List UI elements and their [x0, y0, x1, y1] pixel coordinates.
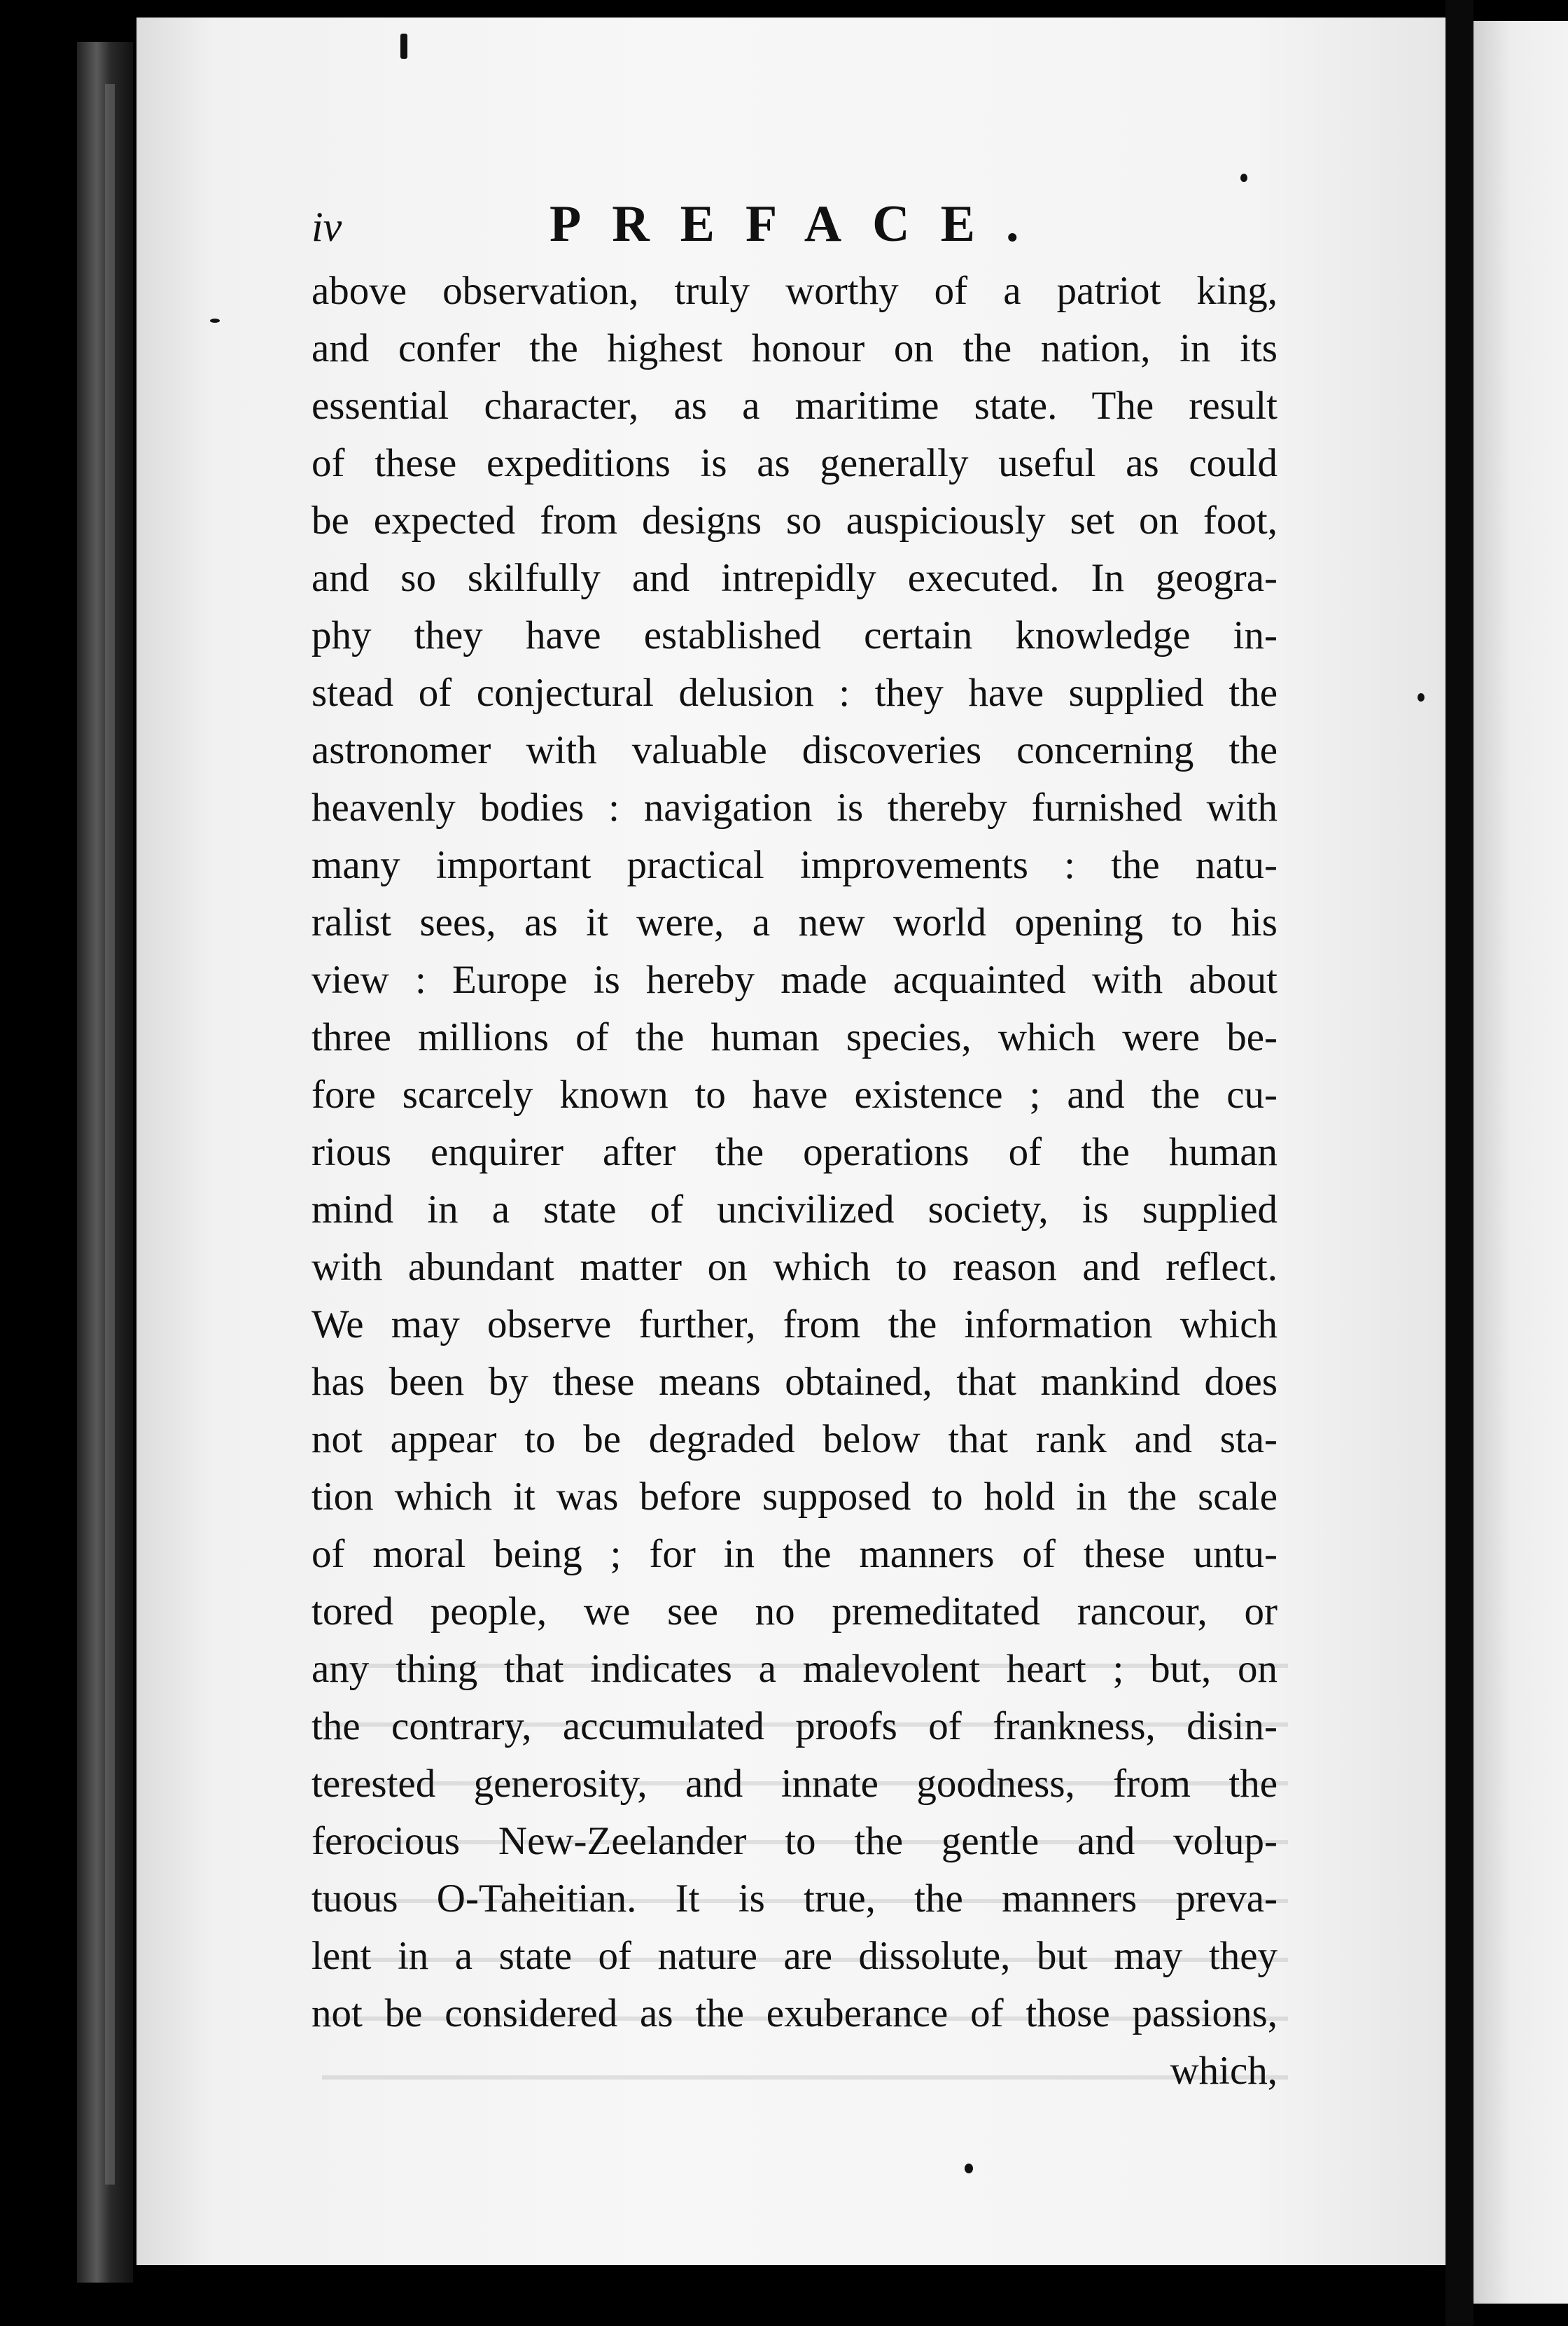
page-gutter: [1446, 0, 1474, 2326]
text-line: phy they have established certain knowledge in-: [312, 613, 1278, 657]
body-text: [312, 263, 1278, 2100]
text-line: tuous O-Taheitian. It is true, the manners preva-: [312, 1876, 1278, 1921]
ink-speck: [400, 34, 407, 59]
text-line: ralist sees, as it were, a new world opening to his: [312, 900, 1278, 945]
text-line: fore scarcely known to have existence ; and the cu-: [312, 1073, 1278, 1117]
ink-speck: [210, 319, 220, 323]
ink-speck: [1240, 174, 1247, 182]
text-line: ferocious New-Zeelander to the gentle and volup-: [312, 1819, 1278, 1863]
text-line: any thing that indicates a malevolent heart ; but, on: [312, 1647, 1278, 1691]
text-line: not be considered as the exuberance of those passions,: [312, 1991, 1278, 2035]
page-number: iv: [312, 204, 342, 250]
text-line: many important practical improvements : the natu-: [312, 843, 1278, 887]
text-line: with abundant matter on which to reason and reflect.: [312, 1245, 1278, 1289]
text-line: lent in a state of nature are dissolute, but may they: [312, 1934, 1278, 1978]
text-line: essential character, as a maritime state. The result: [312, 384, 1278, 428]
text-line: and confer the highest honour on the nation, in its: [312, 326, 1278, 370]
ink-speck: [965, 2164, 973, 2173]
text-line: terested generosity, and innate goodness, from the: [312, 1762, 1278, 1806]
text-line: of moral being ; for in the manners of these untu-: [312, 1532, 1278, 1576]
text-line: the contrary, accumulated proofs of frankness, disin-: [312, 1704, 1278, 1748]
text-line: stead of conjectural delusion : they have supplied the: [312, 671, 1278, 715]
text-line: mind in a state of uncivilized society, is supplied: [312, 1188, 1278, 1232]
text-line: astronomer with valuable discoveries concerning the: [312, 728, 1278, 772]
running-head: PREFACE.: [550, 195, 1050, 253]
text-line: view : Europe is hereby made acquainted with about: [312, 958, 1278, 1002]
text-line: and so skilfully and intrepidly executed. In geogra-: [312, 556, 1278, 600]
text-line: tion which it was before supposed to hold in the scale: [312, 1475, 1278, 1519]
text-line: above observation, truly worthy of a patriot king,: [312, 269, 1278, 313]
page-header: [312, 189, 1278, 266]
binding-crease: [105, 84, 115, 2185]
text-line: We may observe further, from the information which: [312, 1302, 1278, 1346]
text-line: three millions of the human species, which were be-: [312, 1015, 1278, 1059]
text-line: of these expeditions is as generally useful as could: [312, 441, 1278, 485]
text-line: not appear to be degraded below that rank and sta-: [312, 1417, 1278, 1461]
adjacent-page-edge: [1474, 21, 1568, 2304]
text-line: rious enquirer after the operations of the human: [312, 1130, 1278, 1174]
ink-speck: [1418, 693, 1424, 702]
text-line: tored people, we see no premeditated rancour, or: [312, 1589, 1278, 1634]
catchword: which,: [1170, 2049, 1278, 2093]
text-line: be expected from designs so auspiciously set on foot,: [312, 499, 1278, 543]
text-line: heavenly bodies : navigation is thereby furnished with: [312, 786, 1278, 830]
text-line: has been by these means obtained, that mankind does: [312, 1360, 1278, 1404]
